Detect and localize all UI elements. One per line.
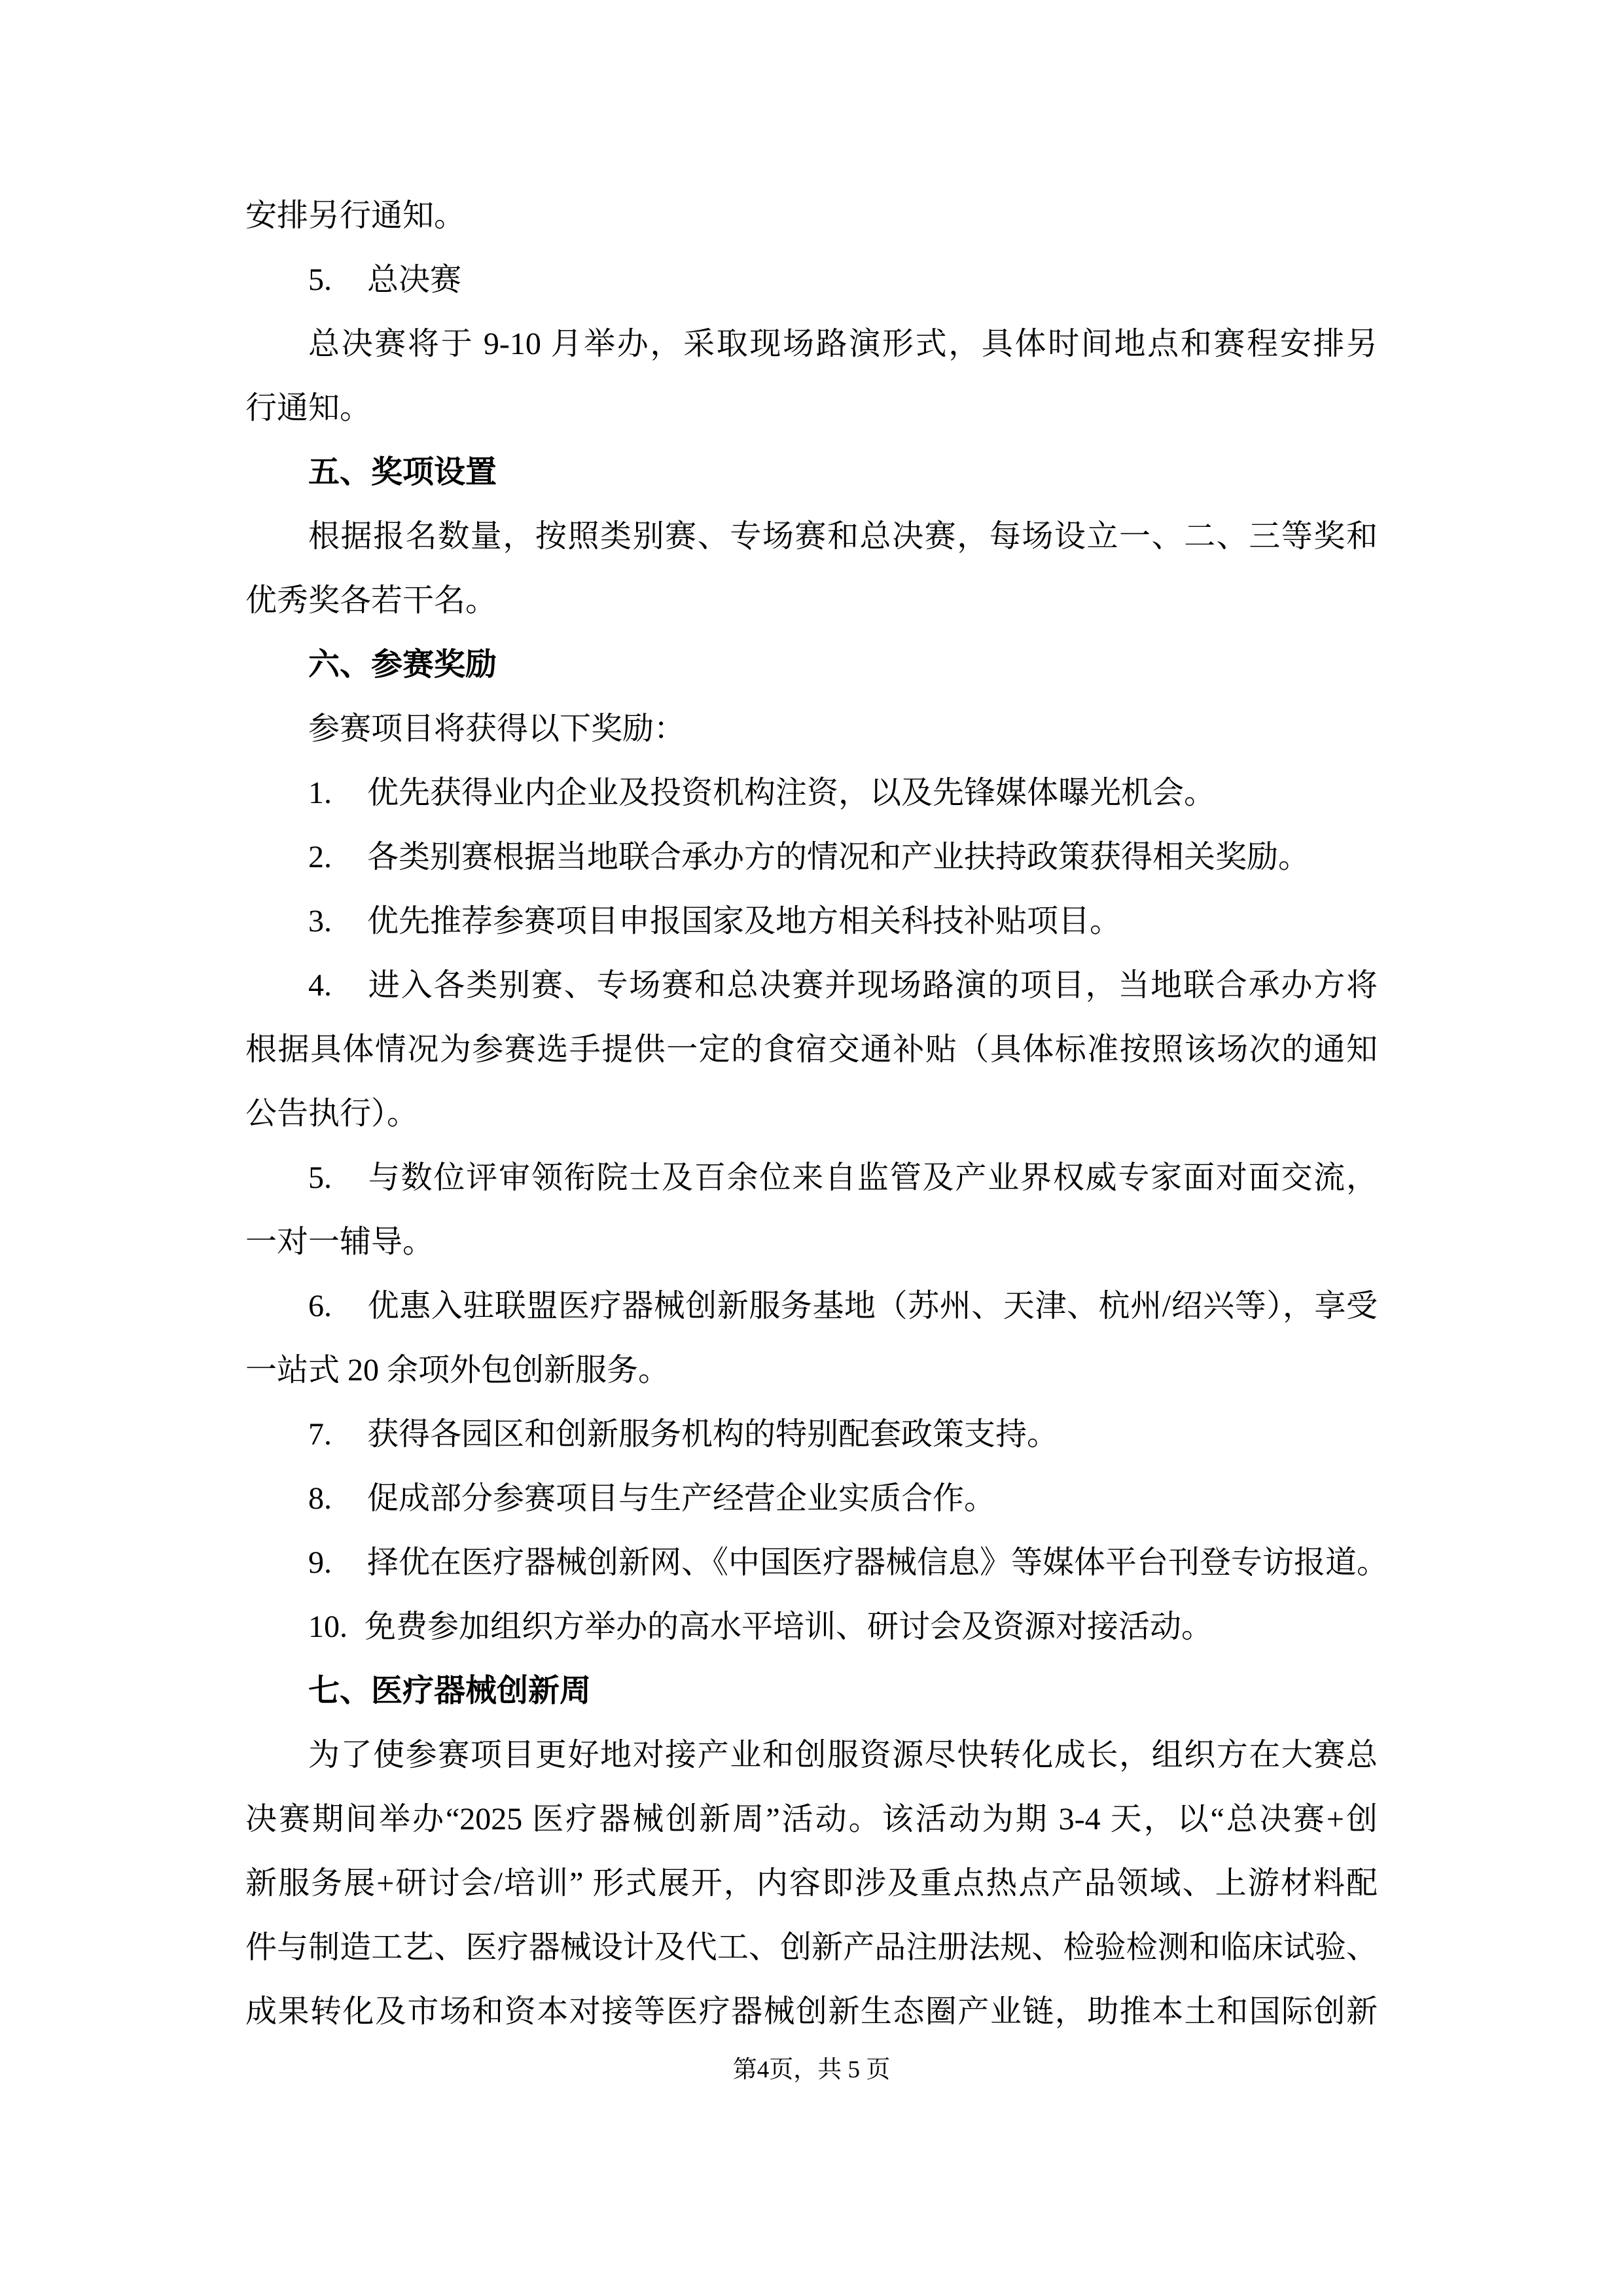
paragraph-text: 根据报名数量，按照类别赛、专场赛和总决赛，每场设立一、二、三等奖和 — [308, 519, 1378, 554]
paragraph-text: 决赛期间举办“2025 医疗器械创新周”活动。该活动为期 3-4 天，以“总决赛+创 — [245, 1802, 1378, 1837]
list-number-gap — [332, 1508, 367, 1509]
paragraph-text: 为了使参赛项目更好地对接产业和创服资源尽快转化成长，组织方在大赛总 — [308, 1738, 1378, 1772]
list-item-line — [245, 1274, 1378, 1338]
section-heading — [245, 1659, 1378, 1723]
paragraph-text: 新服务展+研讨会/培训” 形式展开，内容即涉及重点热点产品领域、上游材料配 — [245, 1866, 1378, 1901]
list-item-number: 3. — [308, 904, 332, 939]
paragraph-text: 优秀奖各若干名。 — [245, 583, 497, 618]
paragraph-text: 参赛项目将获得以下奖励： — [308, 711, 686, 746]
paragraph-text: 总决赛将于 9-10 月举办，采取现场路演形式，具体时间地点和赛程安排另 — [308, 327, 1378, 361]
list-number-gap — [348, 1636, 365, 1637]
document-body — [245, 184, 1389, 2044]
section-heading — [245, 633, 1378, 697]
list-item-line — [245, 825, 1378, 889]
list-item-line — [245, 1403, 1378, 1467]
list-item-number: 6. — [308, 1289, 332, 1323]
paragraph-line — [245, 1723, 1378, 1787]
list-item-number: 8. — [308, 1481, 332, 1516]
list-item-number: 9. — [308, 1545, 332, 1580]
page-number: 第4页，共 5 页 — [732, 2056, 891, 2083]
list-number-gap — [332, 802, 367, 803]
paragraph-text: 件与制造工艺、医疗器械设计及代工、创新产品注册法规、检验检测和临床试验、 — [245, 1930, 1378, 1965]
list-item-text: 免费参加组织方举办的高水平培训、研讨会及资源对接活动。 — [365, 1609, 1213, 1644]
page-footer — [0, 2047, 1623, 2093]
list-item-line — [245, 1146, 1378, 1210]
paragraph-line — [245, 1916, 1378, 1980]
paragraph-text: 一站式 20 余项外包创新服务。 — [245, 1353, 670, 1388]
list-number-gap — [332, 1187, 367, 1188]
paragraph-text: 根据具体情况为参赛选手提供一定的食宿交通补贴（具体标准按照该场次的通知 — [245, 1032, 1378, 1067]
list-number-gap — [332, 995, 367, 996]
list-item-line — [245, 248, 1378, 312]
list-item-line — [245, 1595, 1378, 1659]
list-item-text: 与数位评审领衔院士及百余位来自监管及产业界权威专家面对面交流， — [367, 1160, 1378, 1195]
list-item-text: 优先推荐参赛项目申报国家及地方相关科技补贴项目。 — [367, 904, 1122, 939]
list-item-number: 5. — [308, 262, 332, 297]
paragraph-line — [245, 1082, 1378, 1146]
paragraph-line — [245, 1852, 1378, 1916]
list-item-text: 择优在医疗器械创新网、《中国医疗器械信息》等媒体平台刊登专访报道。 — [367, 1545, 1389, 1580]
list-item-number: 7. — [308, 1417, 332, 1452]
section-heading-text: 六、参赛奖励 — [308, 647, 497, 682]
list-item-text: 获得各园区和创新服务机构的特别配套政策支持。 — [367, 1417, 1059, 1452]
list-item-number: 4. — [308, 968, 332, 1003]
list-item-line — [245, 1531, 1389, 1595]
section-heading-text: 五、奖项设置 — [308, 455, 497, 490]
paragraph-line — [245, 569, 1378, 633]
list-item-line — [245, 761, 1378, 825]
paragraph-text: 一对一辅导。 — [245, 1225, 435, 1259]
list-item-line — [245, 954, 1378, 1018]
list-item-text: 优惠入驻联盟医疗器械创新服务基地（苏州、天津、杭州/绍兴等），享受 — [367, 1289, 1378, 1323]
list-number-gap — [332, 1572, 367, 1573]
section-heading — [245, 440, 1378, 505]
list-item-number: 1. — [308, 776, 332, 810]
list-item-text: 促成部分参赛项目与生产经营企业实质合作。 — [367, 1481, 996, 1516]
list-item-number: 5. — [308, 1160, 332, 1195]
paragraph-line — [245, 184, 1378, 248]
paragraph-line — [245, 312, 1378, 376]
paragraph-line — [245, 1210, 1378, 1274]
list-number-gap — [332, 289, 367, 290]
paragraph-line — [245, 505, 1378, 569]
list-item-number: 2. — [308, 840, 332, 874]
paragraph-line — [245, 1787, 1378, 1852]
list-item-line — [245, 1467, 1378, 1531]
list-item-text: 进入各类别赛、专场赛和总决赛并现场路演的项目，当地联合承办方将 — [367, 968, 1378, 1003]
paragraph-line — [245, 697, 1378, 761]
paragraph-text: 行通知。 — [245, 391, 372, 425]
paragraph-text: 公告执行）。 — [245, 1096, 419, 1131]
list-item-text: 各类别赛根据当地联合承办方的情况和产业扶持政策获得相关奖励。 — [367, 840, 1310, 874]
list-item-text: 总决赛 — [367, 262, 462, 297]
list-item-number: 10. — [308, 1609, 348, 1644]
list-item-text: 优先获得业内企业及投资机构注资，以及先锋媒体曝光机会。 — [367, 776, 1216, 810]
list-item-line — [245, 889, 1378, 954]
paragraph-text: 安排另行通知。 — [245, 198, 466, 233]
paragraph-line — [245, 1980, 1378, 2044]
paragraph-text: 成果转化及市场和资本对接等医疗器械创新生态圈产业链，助推本土和国际创新 — [245, 1994, 1378, 2029]
paragraph-line — [245, 376, 1378, 440]
paragraph-line — [245, 1018, 1378, 1082]
section-heading-text: 七、医疗器械创新周 — [308, 1674, 592, 1708]
paragraph-line — [245, 1338, 1378, 1403]
